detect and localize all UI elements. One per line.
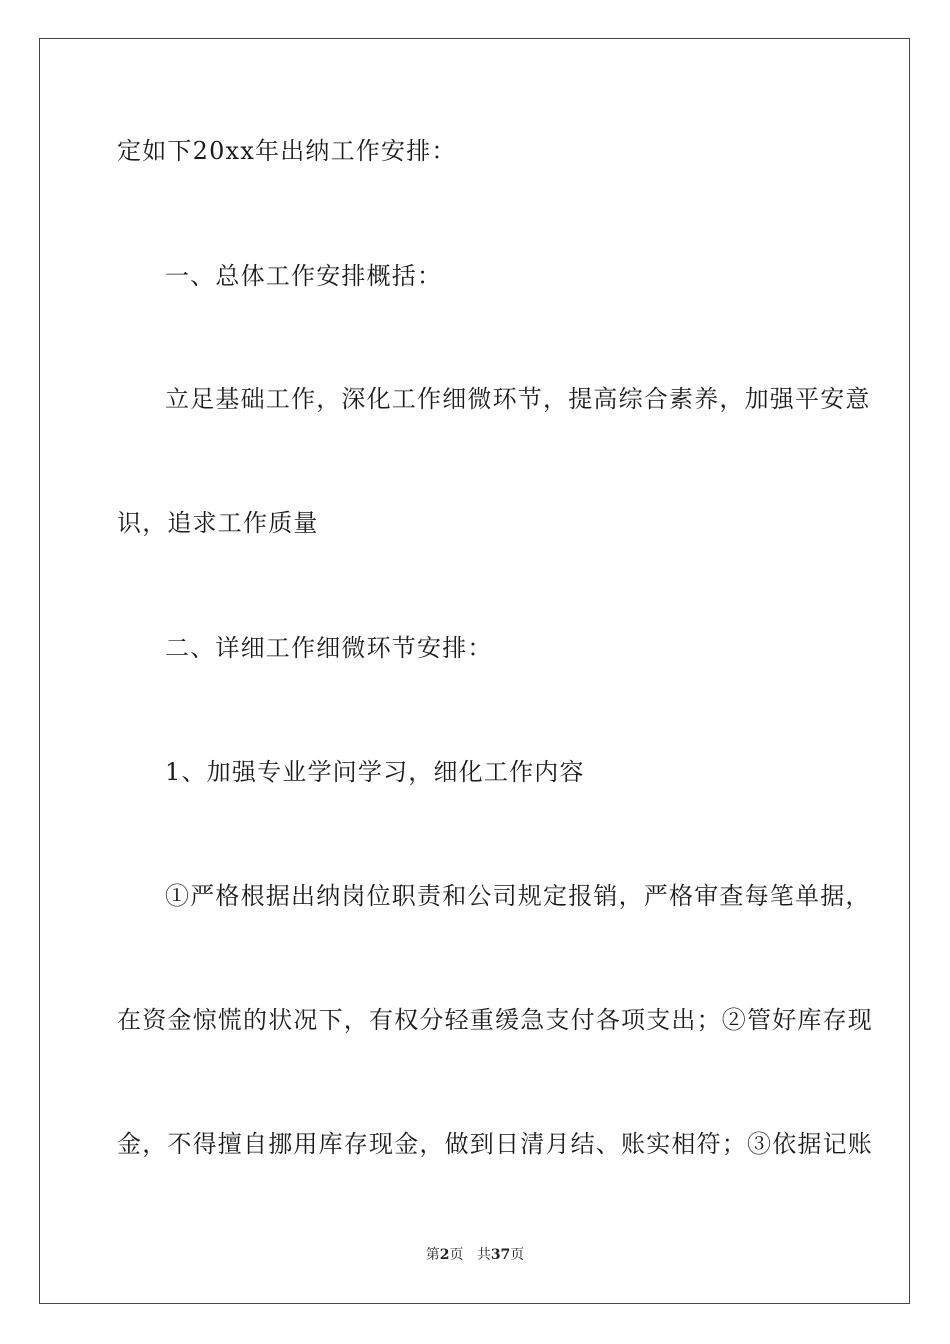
- section-heading-2: 二、详细工作细微环节安排：: [165, 634, 493, 662]
- paragraph-line-1: 立足基础工作，深化工作细微环节，提高综合素养，加强平安意: [165, 385, 871, 413]
- subsection-heading-1: 1、加强专业学问学习，细化工作内容: [165, 758, 585, 786]
- paragraph-line-4: 在资金惊慌的状况下，有权分轻重缓急支付各项支出；②管好库存现: [117, 1006, 873, 1034]
- page-number: 2: [439, 1247, 450, 1263]
- text-line-1: 定如下20xx年出纳工作安排：: [117, 137, 457, 165]
- paragraph-line-2: 识，追求工作质量: [117, 509, 319, 537]
- page-suffix: 页: [449, 1247, 464, 1263]
- total-suffix: 页: [510, 1247, 525, 1263]
- page-footer: [0, 1245, 950, 1265]
- total-pages: 37: [490, 1247, 511, 1263]
- paragraph-line-5: 金，不得擅自挪用库存现金，做到日清月结、账实相符；③依据记账: [117, 1130, 873, 1158]
- paragraph-line-3: ①严格根据出纳岗位职责和公司规定报销，严格审查每笔单据，: [165, 882, 871, 910]
- section-heading-1: 一、总体工作安排概括：: [165, 262, 443, 290]
- page-prefix: 第: [425, 1247, 440, 1263]
- page-border: [39, 38, 910, 1304]
- total-prefix: 共: [476, 1247, 491, 1263]
